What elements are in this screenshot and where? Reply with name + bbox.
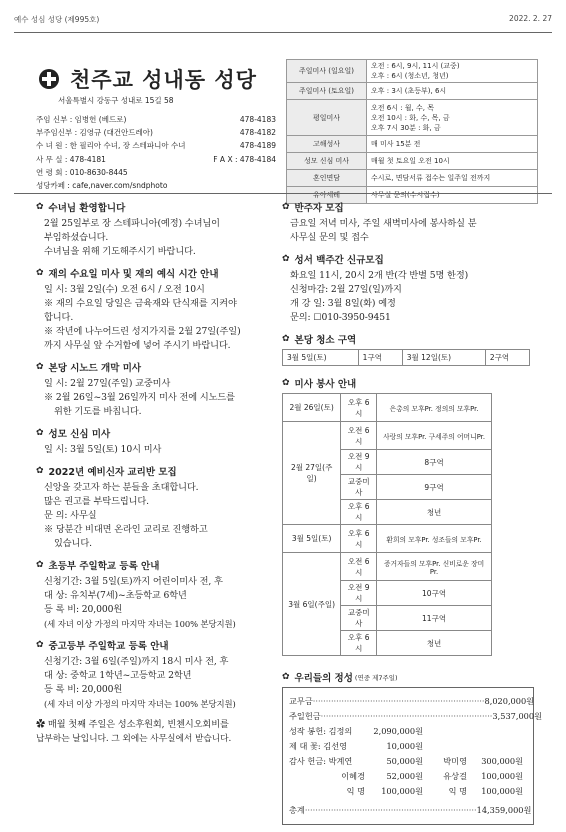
contact-row [36,179,276,192]
flower-bullet-icon: ✿ [36,428,44,438]
notice-accompanist: ✿ 반주자 모집 금요일 저녁 미사, 주일 새벽미사에 봉사하실 분 사무실 문의 및 접수 [282,202,477,243]
mass-service-table: 2월 26일(토) 오후 6시 은총의 모후Pr. 정의의 모후Pr. 2월 27일(주일) 오전 6시 사랑의 모후Pr. 구세주의 어머니Pr. 오전 9시 8구역 교중미사 9구역 오후 6시 청년 3월 5일(토) 오후 6시 환희의 모후Pr. 성조들의 모후Pr. 3월 6일(주일) 오전 6시 증거자들의 모후Pr. 신비로운 장미Pr. 오전 9시 10구역 교중미사 11구역 오후 6시 청년 [282,393,492,656]
flower-bullet-icon: ✿ [36,362,44,372]
masthead [38,64,257,94]
flower-bullet-icon: ✿ [282,334,290,344]
flower-bullet-icon: ✿ [36,719,48,730]
notice-sister-welcome: ✿ 수녀님 환영합니다 2월 25일부로 장 스테파니아(예정) 수녀님이 부임하셨습니다. 수녀님을 위해 기도해주시기 바랍니다. [36,202,220,257]
contact-row: 연 령 회 : 010-8630-8445 [36,167,128,177]
notice-synod-mass: ✿ 본당 시노드 개막 미사 일 시: 2월 27일(주일) 교중미사 ※ 2월 26일~3월 26일까지 미사 전에 시노드를 위한 기도를 바칩니다. [36,362,235,417]
contact-row: 부주임신부 : 김영규 (대건안드레아) 478-4182 [36,128,276,138]
issue-line [14,14,552,25]
cafe-link[interactable]: 성당카페 : cafe,naver.com/sndphoto [36,180,168,190]
contact-row: 수 녀 원 : 한 필리아 수녀, 장 스테파니아 수녀 478-4189 [36,141,276,151]
flower-bullet-icon: ✿ [36,560,44,570]
notice-cleaning-zone: ✿ 본당 청소 구역 3월 5일(토) 1구역 3월 12일(토) 2구역 [290,332,540,366]
flower-bullet-icon: ✿ [282,672,290,682]
flower-bullet-icon: ✿ [36,202,44,212]
notice-bible-100-weeks: ✿ 성서 백주간 신규모집 화요일 11시, 20시 2개 반(각 반별 5명 한정) 신청마감: 2월 27일(일)까지 개 강 일: 3월 8일(화) 예정 문의: ☐010-3950-9451 [282,254,469,323]
notice-ash-wednesday: ✿ 재의 수요일 미사 및 재의 예식 시간 안내 일 시: 3월 2일(수) 오전 6시 / 오전 10시 ※ 재의 수요일 당일은 금육재와 단식재를 지켜야 합니다. ※ 작년에 나누어드린 성지가지를 2월 27일(주일) 까지 사무실 앞 수거함에 넣어 주시기 바랍니다. [36,268,241,351]
church-address: 서울특별시 강동구 성내로 15길 58 [58,96,174,105]
issue-date: 2022. 2. 27 [509,14,552,23]
flower-bullet-icon: ✿ [282,202,290,212]
contact-row: 주임 신부 : 임병헌 (베드로) 478-4183 [36,115,276,124]
church-name: 천주교 성내동 성당 [70,67,257,92]
offering-section: ✿ 우리들의 정성 (연중 제7주일) 교무금 ·································································· 8,020,000원 주일헌금 ·································································· 3,537,000원 성작 봉헌: 김정의 2,090,000원 제 대 꽃: 김선영 10,000원 감사 헌금: 박계연 50,000원 박미영 300,000원 이혜경 52,000원 유상걸 100,000원 익 명 100,000원 익 명 100,000원 총계 ·································································· 14,359,000원 [290,670,540,825]
offering-box: 교무금 ·································································· 8,020,000원 주일헌금 ·································································· 3,537,000원 성작 봉헌: 김정의 2,090,000원 제 대 꽃: 김선영 10,000원 감사 헌금: 박계연 50,000원 박미영 300,000원 이혜경 52,000원 유상걸 100,000원 익 명 100,000원 익 명 100,000원 총계 ·································································· 14,359,000원 [282,687,534,825]
flower-bullet-icon: ✿ [282,378,290,388]
mass-schedule-table: 주일미사 (일요일) 오전 : 6시, 9시, 11시 (교중) 오후 : 6시 (청소년, 청년) 주일미사 (토요일) 오후 : 3시 (초등부), 6시 평일미사 오전 6시 : 월, 수, 목 오전 10시 : 화, 수, 목, 금 오후 7시 30분 : 화, 금 고해성사 매 미사 15분 전 성모 신심 미사 매월 첫 토요일 오전 10시 혼인면담 수시로, 면담서류 접수는 일주일 전까지 유아세례 사무실 문의(수시접수) [286,59,538,204]
left-column [36,200,284,753]
issue-number: 예수 성심 성당 (제995호) [14,15,100,24]
top-rule [14,32,552,33]
notice-catechumen: ✿ 2022년 예비신자 교리반 모집 신앙을 갖고자 하는 분들을 초대합니다. 많은 권고를 부탁드립니다. 문 의: 사무실 ※ 당분간 비대면 온라인 교리로 진행하고 있습니다. [36,466,208,549]
notice-marian-mass: ✿ 성모 신심 미사 일 시: 3월 5일(토) 10시 미사 [36,428,162,455]
flower-bullet-icon: ✿ [36,268,44,278]
contact-list [36,113,276,192]
cleaning-table: 3월 5일(토) 1구역 3월 12일(토) 2구역 [282,349,530,366]
notice-mass-service: ✿ 미사 봉사 안내 2월 26일(토) 오후 6시 은총의 모후Pr. 정의의 모후Pr. 2월 27일(주일) 오전 6시 사랑의 모후Pr. 구세주의 어머니Pr. 오전 9시 8구역 교중미사 9구역 오후 6시 청년 3월 5일(토) 오후 6시 환희의 모후Pr. 성조들의 모후Pr. 3월 6일(주일) 오전 6시 증거자들의 모후Pr. 신비로운 장미Pr. 오전 9시 10구역 교중미사 11구역 오후 6시 청년 [290,376,540,656]
contact-row: 사 무 실 : 478-4181 F A X : 478-4184 [36,154,276,164]
notice-elementary-school: ✿ 초등부 주일학교 등록 안내 신청기간: 3월 5일(토)까지 어린이미사 전, 후 대 상: 유치부(7세)~초등학교 6학년 등 록 비: 20,000원 (세 자녀 이상 가정의 마지막 자녀는 100% 본당지원) [36,560,236,629]
flower-bullet-icon: ✿ [282,254,290,264]
right-column [282,200,543,832]
header-rule [14,193,552,194]
flower-bullet-icon: ✿ [36,466,44,476]
church-logo-icon [38,68,60,90]
notice-dues: ✿ 매월 첫째 주일은 성소후원회, 빈첸시오회비를 납부하는 날입니다. 그 외에는 사무실에서 받습니다. [36,719,232,744]
flower-bullet-icon: ✿ [36,640,44,650]
notice-secondary-school: ✿ 중고등부 주일학교 등록 안내 신청기간: 3월 6일(주일)까지 18시 미사 전, 후 대 상: 중학교 1학년~고등학교 2학년 등 록 비: 20,000원 (세 자녀 이상 가정의 마지막 자녀는 100% 본당지원) [36,640,236,709]
